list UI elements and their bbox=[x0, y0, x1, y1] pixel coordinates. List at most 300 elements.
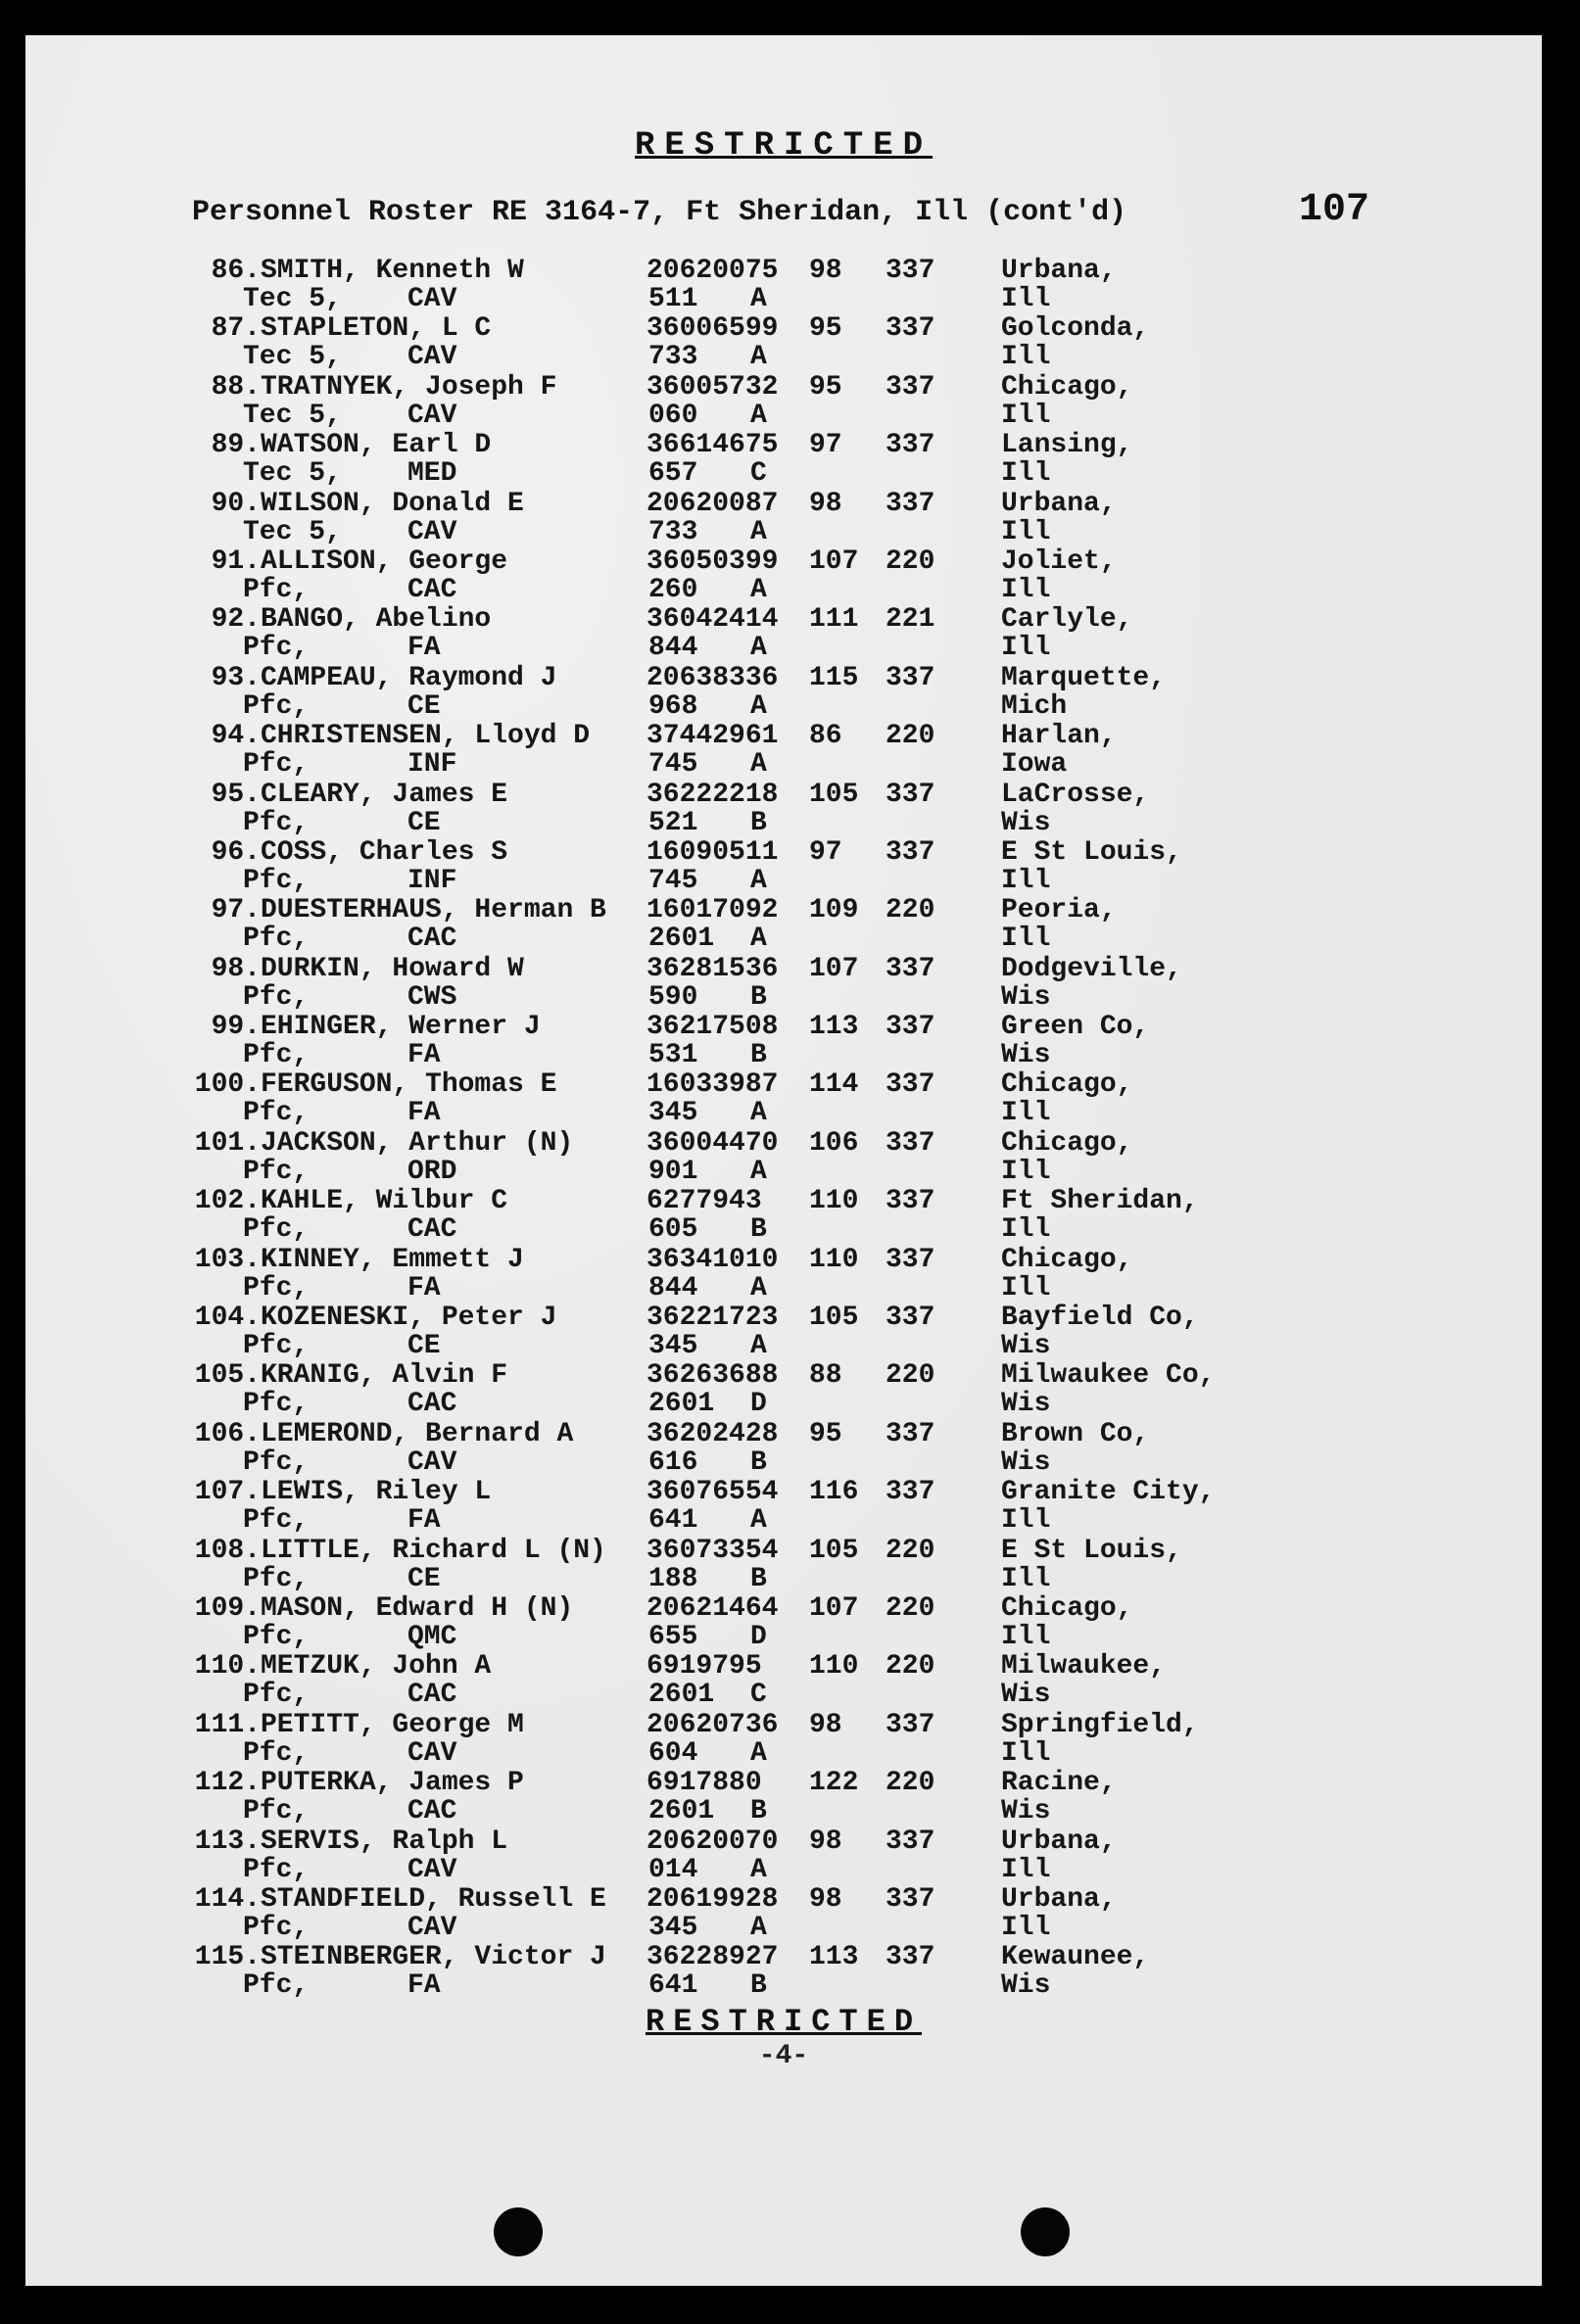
entry-city: Peoria, bbox=[1001, 895, 1117, 926]
entry-name: EHINGER, Werner J bbox=[261, 1012, 541, 1043]
entry-mos: 590 bbox=[648, 981, 698, 1013]
roster-entry bbox=[25, 1652, 1542, 1710]
entry-name: DURKIN, Howard W bbox=[261, 953, 524, 984]
entry-class: A bbox=[750, 516, 767, 547]
entry-name: FERGUSON, Thomas E bbox=[261, 1069, 557, 1101]
entry-serial: 36228927 bbox=[646, 1942, 779, 1973]
entry-branch: CAC bbox=[407, 574, 457, 605]
entry-branch: ORD bbox=[407, 1156, 457, 1187]
entry-branch: CWS bbox=[407, 981, 457, 1013]
entry-number: 89. bbox=[211, 430, 261, 461]
entry-branch: FA bbox=[407, 1505, 441, 1537]
entry-class: A bbox=[750, 1737, 767, 1769]
entry-score: 114 bbox=[809, 1069, 859, 1101]
roster-entry bbox=[25, 314, 1542, 372]
roster-entry bbox=[25, 1129, 1542, 1187]
entry-branch: CAV bbox=[407, 1737, 457, 1769]
entry-rank: Pfc, bbox=[243, 1040, 310, 1071]
roster-entry bbox=[25, 955, 1542, 1013]
entry-rank: Pfc, bbox=[243, 633, 310, 664]
entry-name: SERVIS, Ralph L bbox=[261, 1826, 508, 1857]
entry-name: METZUK, John A bbox=[261, 1651, 492, 1683]
entry-serial: 6919795 bbox=[646, 1651, 762, 1683]
entry-rank: Pfc, bbox=[243, 1854, 310, 1885]
entry-number: 111. bbox=[194, 1709, 261, 1740]
entry-number: 112. bbox=[194, 1768, 261, 1799]
entry-rank: Pfc, bbox=[243, 807, 310, 838]
entry-class: B bbox=[750, 1447, 767, 1478]
entry-rank: Pfc, bbox=[243, 749, 310, 781]
entry-city: Bayfield Co, bbox=[1001, 1303, 1199, 1334]
entry-rank: Pfc, bbox=[243, 1563, 310, 1594]
entry-code: 337 bbox=[886, 1709, 935, 1740]
entry-rank: Pfc, bbox=[243, 1970, 310, 2002]
entry-mos: 2601 bbox=[648, 1389, 715, 1420]
entry-city: Marquette, bbox=[1001, 662, 1167, 693]
entry-state: Ill bbox=[1001, 516, 1051, 547]
entry-rank: Pfc, bbox=[243, 1912, 310, 1943]
entry-serial: 36004470 bbox=[646, 1127, 779, 1159]
entry-city: Dodgeville, bbox=[1001, 953, 1182, 984]
entry-score: 107 bbox=[809, 1592, 859, 1624]
entry-number: 110. bbox=[194, 1651, 261, 1683]
entry-code: 337 bbox=[886, 1186, 935, 1217]
entry-city: Harlan, bbox=[1001, 721, 1117, 752]
punch-hole bbox=[1021, 2207, 1070, 2256]
entry-city: Racine, bbox=[1001, 1768, 1117, 1799]
entry-mos: 733 bbox=[648, 342, 698, 373]
entry-rank: Pfc, bbox=[243, 1505, 310, 1537]
entry-score: 107 bbox=[809, 953, 859, 984]
entry-serial: 36341010 bbox=[646, 1244, 779, 1275]
entry-state: Ill bbox=[1001, 1912, 1051, 1943]
entry-branch: FA bbox=[407, 1098, 441, 1129]
entry-city: Springfield, bbox=[1001, 1709, 1199, 1740]
entry-serial: 36006599 bbox=[646, 313, 779, 345]
entry-mos: 844 bbox=[648, 1272, 698, 1304]
entry-score: 105 bbox=[809, 1535, 859, 1566]
entry-serial: 20620070 bbox=[646, 1826, 779, 1857]
entry-number: 105. bbox=[194, 1360, 261, 1392]
entry-name: CAMPEAU, Raymond J bbox=[261, 662, 557, 693]
entry-code: 337 bbox=[886, 430, 935, 461]
entry-rank: Pfc, bbox=[243, 924, 310, 955]
entry-rank: Tec 5, bbox=[243, 284, 342, 314]
entry-code: 220 bbox=[886, 1592, 935, 1624]
entry-mos: 014 bbox=[648, 1854, 698, 1885]
entry-class: B bbox=[750, 1040, 767, 1071]
entry-class: B bbox=[750, 981, 767, 1013]
entry-name: COSS, Charles S bbox=[261, 836, 508, 868]
entry-state: Ill bbox=[1001, 458, 1051, 490]
entry-rank: Pfc, bbox=[243, 981, 310, 1013]
entry-code: 337 bbox=[886, 1883, 935, 1915]
entry-serial: 36281536 bbox=[646, 953, 779, 984]
entry-code: 337 bbox=[886, 1012, 935, 1043]
entry-class: D bbox=[750, 1389, 767, 1420]
entry-class: A bbox=[750, 690, 767, 722]
roster-entry bbox=[25, 1943, 1542, 2001]
entry-code: 337 bbox=[886, 779, 935, 810]
roster-entry bbox=[25, 1070, 1542, 1128]
entry-city: Milwaukee, bbox=[1001, 1651, 1167, 1683]
entry-rank: Pfc, bbox=[243, 1331, 310, 1362]
roster-entry bbox=[25, 781, 1542, 838]
entry-number: 94. bbox=[211, 721, 261, 752]
entry-branch: CAV bbox=[407, 1912, 457, 1943]
entry-code: 337 bbox=[886, 1303, 935, 1334]
entry-class: A bbox=[750, 574, 767, 605]
entry-number: 96. bbox=[211, 836, 261, 868]
entry-number: 102. bbox=[194, 1186, 261, 1217]
entry-city: Chicago, bbox=[1001, 1592, 1133, 1624]
entry-state: Ill bbox=[1001, 1621, 1051, 1652]
entry-branch: INF bbox=[407, 865, 457, 896]
entry-score: 95 bbox=[809, 1418, 842, 1449]
entry-branch: MED bbox=[407, 458, 457, 490]
entry-branch: CE bbox=[407, 807, 441, 838]
entry-mos: 511 bbox=[648, 284, 698, 314]
document-page bbox=[25, 35, 1542, 2286]
entry-rank: Pfc, bbox=[243, 690, 310, 722]
footer-page-number: -4- bbox=[758, 2041, 809, 2071]
roster-entry bbox=[25, 257, 1542, 314]
entry-state: Wis bbox=[1001, 1680, 1051, 1711]
entry-mos: 733 bbox=[648, 516, 698, 547]
entry-score: 88 bbox=[809, 1360, 842, 1392]
entry-code: 220 bbox=[886, 545, 935, 577]
entry-serial: 36222218 bbox=[646, 779, 779, 810]
entry-name: STEINBERGER, Victor J bbox=[261, 1942, 606, 1973]
entry-code: 337 bbox=[886, 1942, 935, 1973]
entry-code: 337 bbox=[886, 953, 935, 984]
entry-code: 220 bbox=[886, 895, 935, 926]
entry-mos: 745 bbox=[648, 865, 698, 896]
entry-number: 115. bbox=[194, 1942, 261, 1973]
entry-city: Urbana, bbox=[1001, 256, 1117, 286]
entry-mos: 345 bbox=[648, 1098, 698, 1129]
entry-mos: 188 bbox=[648, 1563, 698, 1594]
entry-rank: Tec 5, bbox=[243, 516, 342, 547]
entry-state: Wis bbox=[1001, 1040, 1051, 1071]
entry-name: JACKSON, Arthur (N) bbox=[261, 1127, 574, 1159]
entry-city: Kewaunee, bbox=[1001, 1942, 1150, 1973]
roster-entry bbox=[25, 1246, 1542, 1304]
entry-class: A bbox=[750, 1854, 767, 1885]
entry-mos: 657 bbox=[648, 458, 698, 490]
entry-serial: 37442961 bbox=[646, 721, 779, 752]
entry-name: CHRISTENSEN, Lloyd D bbox=[261, 721, 591, 752]
entry-mos: 060 bbox=[648, 400, 698, 431]
entry-city: Lansing, bbox=[1001, 430, 1133, 461]
entry-mos: 844 bbox=[648, 633, 698, 664]
entry-mos: 260 bbox=[648, 574, 698, 605]
roster-entry bbox=[25, 1304, 1542, 1361]
entry-branch: FA bbox=[407, 1272, 441, 1304]
entry-city: Chicago, bbox=[1001, 1244, 1133, 1275]
roster-entry bbox=[25, 1769, 1542, 1826]
entry-score: 110 bbox=[809, 1244, 859, 1275]
entry-name: CLEARY, James E bbox=[261, 779, 508, 810]
entry-branch: CAV bbox=[407, 1447, 457, 1478]
entry-score: 105 bbox=[809, 779, 859, 810]
page-number: 107 bbox=[1299, 188, 1370, 232]
footer-restricted: RESTRICTED bbox=[645, 2004, 923, 2040]
entry-code: 220 bbox=[886, 1768, 935, 1799]
entry-name: WILSON, Donald E bbox=[261, 488, 524, 519]
entry-class: B bbox=[750, 1970, 767, 2002]
entry-state: Wis bbox=[1001, 981, 1051, 1013]
entry-branch: FA bbox=[407, 633, 441, 664]
entry-class: A bbox=[750, 633, 767, 664]
entry-class: A bbox=[750, 749, 767, 781]
entry-branch: CAC bbox=[407, 924, 457, 955]
entry-mos: 605 bbox=[648, 1214, 698, 1246]
entry-class: C bbox=[750, 458, 767, 490]
roster-entry bbox=[25, 1478, 1542, 1536]
entry-serial: 36076554 bbox=[646, 1477, 779, 1508]
entry-city: Chicago, bbox=[1001, 371, 1133, 403]
entry-city: Granite City, bbox=[1001, 1477, 1216, 1508]
entry-class: A bbox=[750, 865, 767, 896]
entry-rank: Pfc, bbox=[243, 1214, 310, 1246]
entry-serial: 20620075 bbox=[646, 256, 779, 286]
entry-mos: 531 bbox=[648, 1040, 698, 1071]
entry-state: Ill bbox=[1001, 1563, 1051, 1594]
header-restricted: RESTRICTED bbox=[634, 127, 934, 165]
entry-serial: 36050399 bbox=[646, 545, 779, 577]
entry-mos: 968 bbox=[648, 690, 698, 722]
entry-number: 88. bbox=[211, 371, 261, 403]
entry-rank: Pfc, bbox=[243, 1680, 310, 1711]
roster-entry bbox=[25, 547, 1542, 605]
entry-city: E St Louis, bbox=[1001, 1535, 1182, 1566]
entry-code: 337 bbox=[886, 371, 935, 403]
entry-class: D bbox=[750, 1621, 767, 1652]
roster-entry bbox=[25, 605, 1542, 663]
entry-state: Ill bbox=[1001, 1272, 1051, 1304]
entry-state: Ill bbox=[1001, 1854, 1051, 1885]
entry-code: 337 bbox=[886, 1127, 935, 1159]
roster-entry bbox=[25, 1827, 1542, 1885]
entry-class: A bbox=[750, 1272, 767, 1304]
entry-class: A bbox=[750, 1331, 767, 1362]
entry-state: Ill bbox=[1001, 865, 1051, 896]
entry-state: Ill bbox=[1001, 1098, 1051, 1129]
entry-name: PUTERKA, James P bbox=[261, 1768, 524, 1799]
roster-entry bbox=[25, 1361, 1542, 1419]
entry-code: 337 bbox=[886, 1244, 935, 1275]
entry-state: Wis bbox=[1001, 1447, 1051, 1478]
entry-name: TRATNYEK, Joseph F bbox=[261, 371, 557, 403]
roster-entry bbox=[25, 1537, 1542, 1594]
roster-entry bbox=[25, 664, 1542, 722]
roster-list bbox=[25, 257, 1542, 2002]
entry-state: Ill bbox=[1001, 633, 1051, 664]
entry-city: Joliet, bbox=[1001, 545, 1117, 577]
entry-city: LaCrosse, bbox=[1001, 779, 1150, 810]
entry-city: Green Co, bbox=[1001, 1012, 1150, 1043]
entry-score: 110 bbox=[809, 1186, 859, 1217]
entry-serial: 36042414 bbox=[646, 604, 779, 636]
entry-number: 98. bbox=[211, 953, 261, 984]
entry-name: STANDFIELD, Russell E bbox=[261, 1883, 606, 1915]
entry-branch: CAC bbox=[407, 1389, 457, 1420]
entry-city: Chicago, bbox=[1001, 1127, 1133, 1159]
entry-rank: Pfc, bbox=[243, 1737, 310, 1769]
entry-name: KINNEY, Emmett J bbox=[261, 1244, 524, 1275]
roster-subtitle: Personnel Roster RE 3164-7, Ft Sheridan, Ill (cont'd) bbox=[192, 196, 1127, 229]
entry-rank: Tec 5, bbox=[243, 400, 342, 431]
entry-name: KRANIG, Alvin F bbox=[261, 1360, 508, 1392]
entry-branch: CE bbox=[407, 1331, 441, 1362]
entry-branch: INF bbox=[407, 749, 457, 781]
entry-code: 337 bbox=[886, 313, 935, 345]
entry-serial: 36221723 bbox=[646, 1303, 779, 1334]
entry-score: 97 bbox=[809, 836, 842, 868]
entry-state: Wis bbox=[1001, 1796, 1051, 1827]
entry-name: KOZENESKI, Peter J bbox=[261, 1303, 557, 1334]
entry-state: Wis bbox=[1001, 807, 1051, 838]
entry-number: 114. bbox=[194, 1883, 261, 1915]
entry-name: STAPLETON, L C bbox=[261, 313, 492, 345]
entry-branch: CAC bbox=[407, 1796, 457, 1827]
entry-score: 98 bbox=[809, 488, 842, 519]
entry-branch: CAV bbox=[407, 1854, 457, 1885]
entry-score: 106 bbox=[809, 1127, 859, 1159]
entry-city: Milwaukee Co, bbox=[1001, 1360, 1216, 1392]
entry-branch: CAV bbox=[407, 400, 457, 431]
entry-state: Iowa bbox=[1001, 749, 1068, 781]
entry-branch: FA bbox=[407, 1970, 441, 2002]
entry-number: 106. bbox=[194, 1418, 261, 1449]
roster-entry bbox=[25, 1885, 1542, 1943]
entry-branch: CAV bbox=[407, 516, 457, 547]
entry-state: Ill bbox=[1001, 342, 1051, 373]
entry-city: E St Louis, bbox=[1001, 836, 1182, 868]
entry-code: 337 bbox=[886, 256, 935, 286]
entry-name: DUESTERHAUS, Herman B bbox=[261, 895, 606, 926]
entry-name: MASON, Edward H (N) bbox=[261, 1592, 574, 1624]
entry-branch: FA bbox=[407, 1040, 441, 1071]
entry-score: 95 bbox=[809, 371, 842, 403]
entry-city: Urbana, bbox=[1001, 488, 1117, 519]
entry-state: Wis bbox=[1001, 1970, 1051, 2002]
entry-code: 337 bbox=[886, 662, 935, 693]
entry-branch: CAV bbox=[407, 284, 457, 314]
entry-score: 107 bbox=[809, 545, 859, 577]
entry-code: 221 bbox=[886, 604, 935, 636]
entry-mos: 641 bbox=[648, 1505, 698, 1537]
entry-state: Wis bbox=[1001, 1389, 1051, 1420]
entry-city: Brown Co, bbox=[1001, 1418, 1150, 1449]
entry-branch: CE bbox=[407, 690, 441, 722]
entry-score: 111 bbox=[809, 604, 859, 636]
entry-number: 99. bbox=[211, 1012, 261, 1043]
entry-name: ALLISON, George bbox=[261, 545, 508, 577]
entry-mos: 2601 bbox=[648, 1796, 715, 1827]
entry-number: 86. bbox=[211, 256, 261, 286]
entry-score: 109 bbox=[809, 895, 859, 926]
entry-serial: 20621464 bbox=[646, 1592, 779, 1624]
entry-rank: Pfc, bbox=[243, 1156, 310, 1187]
roster-entry bbox=[25, 1594, 1542, 1652]
entry-class: B bbox=[750, 807, 767, 838]
roster-entry bbox=[25, 722, 1542, 780]
entry-rank: Pfc, bbox=[243, 574, 310, 605]
entry-score: 105 bbox=[809, 1303, 859, 1334]
entry-state: Ill bbox=[1001, 574, 1051, 605]
entry-class: A bbox=[750, 400, 767, 431]
entry-mos: 521 bbox=[648, 807, 698, 838]
entry-class: B bbox=[750, 1796, 767, 1827]
roster-entry bbox=[25, 373, 1542, 431]
entry-state: Ill bbox=[1001, 284, 1051, 314]
roster-entry bbox=[25, 431, 1542, 489]
entry-rank: Pfc, bbox=[243, 1621, 310, 1652]
roster-entry bbox=[25, 1187, 1542, 1245]
entry-serial: 16033987 bbox=[646, 1069, 779, 1101]
entry-score: 115 bbox=[809, 662, 859, 693]
entry-mos: 2601 bbox=[648, 1680, 715, 1711]
entry-serial: 36005732 bbox=[646, 371, 779, 403]
entry-class: A bbox=[750, 342, 767, 373]
roster-entry bbox=[25, 838, 1542, 896]
entry-class: A bbox=[750, 924, 767, 955]
entry-serial: 36202428 bbox=[646, 1418, 779, 1449]
entry-branch: CAC bbox=[407, 1680, 457, 1711]
entry-code: 220 bbox=[886, 1535, 935, 1566]
entry-city: Urbana, bbox=[1001, 1883, 1117, 1915]
entry-number: 95. bbox=[211, 779, 261, 810]
roster-entry bbox=[25, 1420, 1542, 1478]
entry-mos: 2601 bbox=[648, 924, 715, 955]
entry-serial: 16090511 bbox=[646, 836, 779, 868]
entry-state: Ill bbox=[1001, 1505, 1051, 1537]
entry-mos: 345 bbox=[648, 1912, 698, 1943]
entry-mos: 745 bbox=[648, 749, 698, 781]
entry-rank: Pfc, bbox=[243, 1447, 310, 1478]
roster-entry bbox=[25, 1711, 1542, 1769]
entry-serial: 20619928 bbox=[646, 1883, 779, 1915]
entry-mos: 616 bbox=[648, 1447, 698, 1478]
entry-name: PETITT, George M bbox=[261, 1709, 524, 1740]
entry-state: Wis bbox=[1001, 1331, 1051, 1362]
entry-rank: Tec 5, bbox=[243, 342, 342, 373]
entry-score: 86 bbox=[809, 721, 842, 752]
entry-class: A bbox=[750, 1098, 767, 1129]
entry-name: SMITH, Kenneth W bbox=[261, 256, 524, 286]
entry-name: LEMEROND, Bernard A bbox=[261, 1418, 574, 1449]
entry-city: Ft Sheridan, bbox=[1001, 1186, 1199, 1217]
entry-branch: CAV bbox=[407, 342, 457, 373]
entry-class: A bbox=[750, 1156, 767, 1187]
entry-code: 220 bbox=[886, 1360, 935, 1392]
entry-rank: Pfc, bbox=[243, 865, 310, 896]
entry-score: 113 bbox=[809, 1942, 859, 1973]
entry-score: 95 bbox=[809, 313, 842, 345]
entry-number: 101. bbox=[194, 1127, 261, 1159]
entry-branch: CE bbox=[407, 1563, 441, 1594]
entry-number: 92. bbox=[211, 604, 261, 636]
entry-name: BANGO, Abelino bbox=[261, 604, 492, 636]
entry-class: C bbox=[750, 1680, 767, 1711]
entry-rank: Pfc, bbox=[243, 1272, 310, 1304]
entry-number: 100. bbox=[194, 1069, 261, 1101]
entry-number: 108. bbox=[194, 1535, 261, 1566]
entry-mos: 655 bbox=[648, 1621, 698, 1652]
entry-score: 113 bbox=[809, 1012, 859, 1043]
